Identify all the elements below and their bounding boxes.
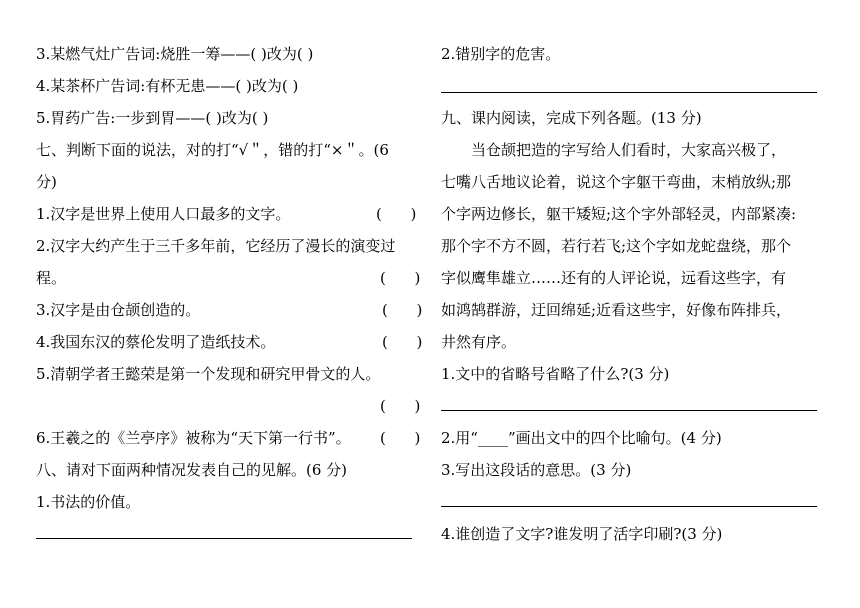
answer-paren-7-2: ( ) [380,269,421,287]
section-7-title: 七、判断下面的说法，对的打“√＂，错的打“×＂。(6 [36,141,389,159]
passage-line: 如鸿鹄群游，迂回绵延;近看这些宇，好像布阵排兵， [441,301,792,319]
passage-line: 个字两边修长，躯干矮短;这个字外部轻灵，内部紧凑: [441,205,797,223]
answer-line-9-1[interactable] [441,410,817,411]
passage-line: 字似鹰隼雄立……还有的人评论说，远看这些字，有 [441,269,787,287]
question-9-4: 4.谁创造了文字?谁发明了活字印刷?(3 分) [441,525,723,543]
question-7-3: 3.汉字是由仓颉创造的。 [36,301,201,319]
answer-paren-7-5: ( ) [380,397,421,415]
question-6-5: 5.胃药广告:一步到胃——( )改为( ) [36,109,269,127]
question-9-1: 1.文中的省略号省略了什么?(3 分) [441,365,670,383]
question-9-3: 3.写出这段话的意思。(3 分) [441,461,632,479]
answer-line-9-3[interactable] [441,506,817,507]
section-7-title-cont: 分) [36,173,57,191]
answer-paren-7-6: ( ) [380,429,421,447]
question-6-4: 4.某茶杯广告词:有杯无患——( )改为( ) [36,77,299,95]
passage-line: 当仓颉把造的字写给人们看时，大家高兴极了， [471,141,787,159]
answer-line-8-1[interactable] [36,538,412,539]
passage-line: 那个字不方不圆，若行若飞;这个字如龙蛇盘绕，那个 [441,237,792,255]
section-9-title: 九、课内阅读，完成下列各题。(13 分) [441,109,702,127]
question-7-5: 5.清朝学者王懿荣是第一个发现和研究甲骨文的人。 [36,365,381,383]
question-7-6: 6.王羲之的《兰亭序》被称为“天下第一行书”。 [36,429,351,447]
answer-paren-7-3: ( ) [382,301,423,319]
question-6-3: 3.某燃气灶广告词:烧胜一筹——( )改为( ) [36,45,314,63]
answer-paren-7-4: ( ) [382,333,423,351]
question-7-4: 4.我国东汉的蔡伦发明了造纸技术。 [36,333,276,351]
answer-line-8-2[interactable] [441,92,817,93]
question-8-2: 2.错别字的危害。 [441,45,561,63]
answer-paren-7-1: ( ) [376,205,417,223]
section-8-title: 八、请对下面两种情况发表自己的见解。(6 分) [36,461,348,479]
question-8-1: 1.书法的价值。 [36,493,141,511]
passage-line: 七嘴八舌地议论着，说这个字躯干弯曲，末梢放纵;那 [441,173,792,191]
question-9-2: 2.用“____”画出文中的四个比喻句。(4 分) [441,429,722,447]
question-7-2: 2.汉字大约产生于三千多年前，它经历了漫长的演变过 [36,237,396,255]
question-7-1: 1.汉字是世界上使用人口最多的文字。 [36,205,291,223]
question-7-2-cont: 程。 [36,269,67,287]
passage-line: 井然有序。 [441,333,517,351]
